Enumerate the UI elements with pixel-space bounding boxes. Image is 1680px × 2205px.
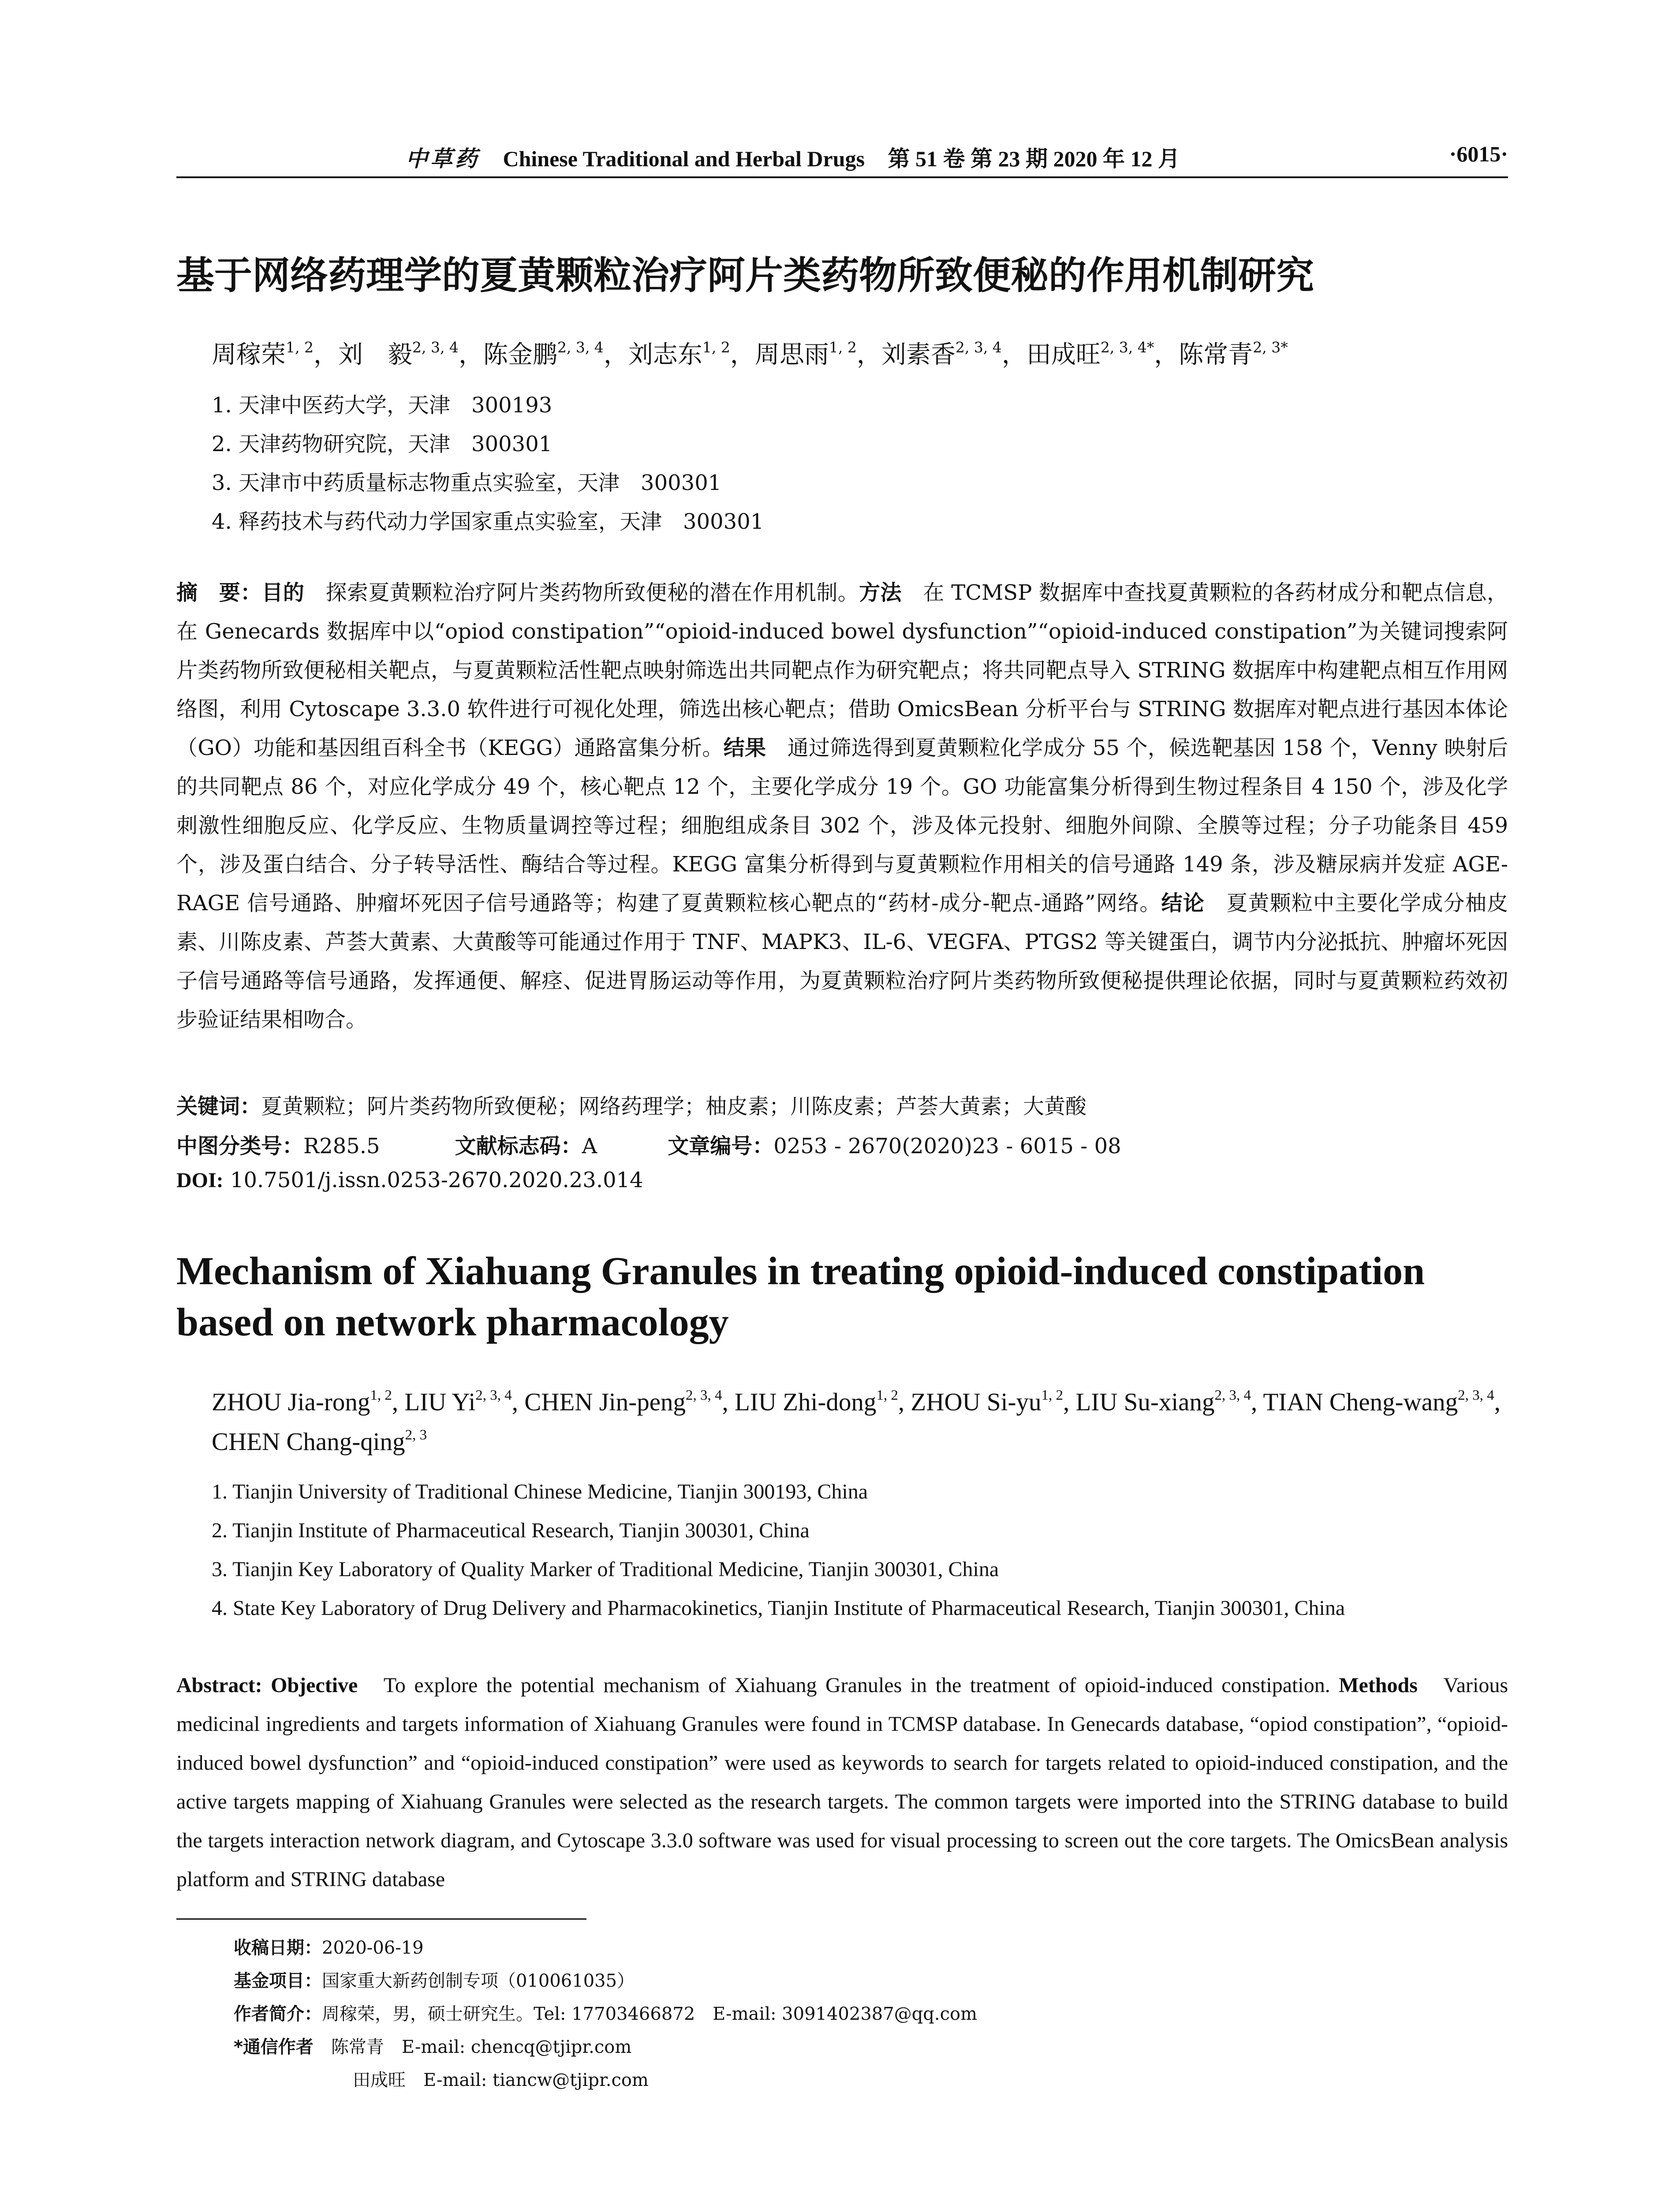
- bio-label: 作者简介：: [234, 2004, 322, 2024]
- methods-label-cn: 方法: [859, 580, 902, 605]
- author-affiliation-marker: 1, 2: [1041, 1387, 1063, 1403]
- author-name: ZHOU Si-yu: [911, 1388, 1042, 1416]
- footnote-bio: [234, 2000, 977, 2025]
- header-rule: [176, 176, 1508, 178]
- objective-text-cn: 探索夏黄颗粒治疗阿片类药物所致便秘的潜在作用机制。: [325, 580, 859, 605]
- methods-label-en: Methods: [1339, 1674, 1418, 1697]
- author-separator: ，: [603, 340, 628, 369]
- author-affiliation-marker: 1, 2: [702, 339, 730, 356]
- author-separator: ,: [1251, 1388, 1263, 1416]
- author-name: 陈金鹏: [483, 340, 557, 369]
- cn-author: [483, 340, 628, 369]
- author-affiliation-marker: 1, 2: [286, 339, 314, 356]
- en-author: [524, 1388, 735, 1416]
- author-separator: ,: [511, 1388, 525, 1416]
- running-header: [176, 141, 1508, 176]
- clc-label: 中图分类号：: [176, 1134, 304, 1159]
- author-name: 田成旺: [1026, 340, 1101, 369]
- author-name: CHEN Jin-peng: [524, 1388, 686, 1416]
- author-affiliation-marker: 2, 3, 4: [1214, 1387, 1251, 1403]
- en-author: [1263, 1388, 1500, 1416]
- doi-label: DOI:: [176, 1169, 224, 1192]
- doc-code-value: A: [582, 1134, 597, 1159]
- article-title-cn: 基于网络药理学的夏黄颗粒治疗阿片类药物所致便秘的作用机制研究: [176, 254, 1314, 298]
- header-journal-info: [406, 141, 1180, 173]
- author-separator: ，: [313, 340, 338, 369]
- author-separator: ，: [856, 340, 881, 369]
- results-text-cn: 通过筛选得到夏黄颗粒化学成分 55 个，候选靶基因 158 个，Venny 映射后的共同靶点 86 个，对应化学成分 49 个，核心靶点 12 个，主要化学成分 19 个。GO 功能富集分析得到生物过程条目 4 150 个，涉及化学刺激性细胞反应、化学反应、生物质量调控等过程；细胞组成条目 302 个，涉及体元投射、细胞外间隙、全膜等过程；分子功能条目 459 个，涉及蛋白结合、分子转导活性、酶结合等过程。KEGG 富集分析得到与夏黄颗粒作用相关的信号通路 149 条，涉及糖尿病并发症 AGE-RAGE 信号通路、肿瘤坏死因子信号通路等；构建了夏黄颗粒核心靶点的“药材-成分-靶点-通路”网络。: [176, 736, 1508, 916]
- affiliation-cn-1: 1. 天津中医药大学，天津 300193: [212, 393, 553, 418]
- footnote-rule: [176, 1918, 586, 1920]
- affiliation-cn-3: 3. 天津市中药质量标志物重点实验室，天津 300301: [212, 471, 722, 495]
- doi-line: [176, 1168, 643, 1192]
- author-name: 周思雨: [754, 340, 829, 369]
- author-separator: ，: [458, 340, 483, 369]
- en-author: [1075, 1388, 1263, 1416]
- author-affiliation-marker: 1, 2: [370, 1387, 392, 1403]
- fund-text: 国家重大新药创制专项（010061035）: [322, 1971, 635, 1991]
- objective-label-en: Objective: [271, 1674, 358, 1697]
- keywords-label: 关键词：: [176, 1094, 261, 1119]
- author-affiliation-marker: 2, 3: [405, 1427, 427, 1443]
- cn-author: [212, 340, 338, 369]
- en-author: [212, 1428, 427, 1456]
- received-date: 2020-06-19: [322, 1938, 424, 1958]
- footnote-correspondence-2: 田成旺 E-mail: tiancw@tjipr.com: [353, 2070, 649, 2090]
- author-separator: ,: [1494, 1388, 1501, 1416]
- author-name: ZHOU Jia-rong: [212, 1388, 370, 1416]
- footnote-fund: [234, 1967, 635, 1992]
- clc-value: R285.5: [303, 1134, 380, 1159]
- author-name: 刘 毅: [338, 340, 412, 369]
- author-name: TIAN Cheng-wang: [1263, 1388, 1458, 1416]
- author-name: 陈常青: [1179, 340, 1253, 369]
- affiliation-en-4: 4. State Key Laboratory of Drug Delivery and Pharmacokinetics, Tianjin Institute of Pharmaceutical Research, Tianjin 300301, China: [212, 1596, 1345, 1620]
- affiliation-en-1: 1. Tianjin University of Traditional Chinese Medicine, Tianjin 300193, China: [212, 1480, 868, 1503]
- en-author: [212, 1388, 404, 1416]
- cn-author: [881, 340, 1027, 369]
- correspondence-label: *通信作者: [234, 2037, 314, 2057]
- cn-author: [628, 340, 755, 369]
- keywords-cn: [176, 1089, 1086, 1120]
- author-affiliation-marker: 2, 3*: [1253, 339, 1288, 356]
- author-affiliation-marker: 1, 2: [876, 1387, 898, 1403]
- author-separator: ，: [1001, 340, 1027, 369]
- fund-label: 基金项目：: [234, 1971, 322, 1991]
- author-separator: ,: [392, 1388, 405, 1416]
- abstract-label-en: Abstract:: [176, 1674, 262, 1697]
- author-separator: ,: [898, 1388, 911, 1416]
- article-no-label: 文章编号：: [668, 1134, 774, 1159]
- en-author: [735, 1388, 911, 1416]
- abstract-label-cn: 摘 要：: [176, 580, 262, 605]
- received-label: 收稿日期：: [234, 1938, 322, 1958]
- affiliation-cn-2: 2. 天津药物研究院，天津 300301: [212, 432, 553, 456]
- author-list-en: [212, 1383, 1508, 1462]
- cn-author: [755, 340, 881, 369]
- author-affiliation-marker: 2, 3, 4: [475, 1387, 512, 1403]
- author-separator: ,: [722, 1388, 735, 1416]
- author-name: CHEN Chang-qing: [212, 1428, 405, 1456]
- affiliation-en-3: 3. Tianjin Key Laboratory of Quality Marker of Traditional Medicine, Tianjin 300301, China: [212, 1558, 999, 1581]
- results-label-cn: 结果: [723, 736, 766, 760]
- author-name: 刘志东: [628, 340, 702, 369]
- author-name: LIU Su-xiang: [1075, 1388, 1215, 1416]
- author-list-cn: [212, 335, 1288, 370]
- article-no-value: 0253 - 2670(2020)23 - 6015 - 08: [773, 1134, 1121, 1159]
- keywords-text: 夏黄颗粒；阿片类药物所致便秘；网络药理学；柚皮素；川陈皮素；芦荟大黄素；大黄酸: [261, 1094, 1087, 1119]
- doi-link[interactable]: 10.7501/j.issn.0253-2670.2020.23.014: [230, 1168, 643, 1192]
- en-author: [404, 1388, 524, 1416]
- objective-label-cn: 目的: [261, 580, 305, 605]
- author-name: 周稼荣: [212, 340, 286, 369]
- bio-text: 周稼荣，男，硕士研究生。Tel: 17703466872 E-mail: 3091402387@qq.com: [322, 2004, 978, 2024]
- journal-name-en: Chinese Traditional and Herbal Drugs: [503, 146, 865, 171]
- author-name: LIU Yi: [404, 1388, 476, 1416]
- author-affiliation-marker: 2, 3, 4: [557, 339, 604, 356]
- author-affiliation-marker: 2, 3, 4: [412, 339, 459, 356]
- en-author: [911, 1388, 1075, 1416]
- correspondence-author-1: 陈常青 E-mail: chencq@tjipr.com: [331, 2037, 632, 2057]
- footnote-received: [234, 1934, 424, 1959]
- author-affiliation-marker: 2, 3, 4: [686, 1387, 722, 1403]
- classification-line: [176, 1129, 1121, 1159]
- author-affiliation-marker: 2, 3, 4: [955, 339, 1002, 356]
- methods-text-cn: 在 TCMSP 数据库中查找夏黄颗粒的各药材成分和靶点信息，在 Genecards 数据库中以“opiod constipation”“opioid-induced bowel dysfunction”“opioid-induced constipation”为关键词搜索阿片类药物所致便秘相关靶点，与夏黄颗粒活性靶点映射筛选出共同靶点作为研究靶点；将共同靶点导入 STRING 数据库中构建靶点相互作用网络图，利用 Cytoscape 3.3.0 软件进行可视化处理，筛选出核心靶点；借助 OmicsBean 分析平台与 STRING 数据库对靶点进行基因本体论（GO）功能和基因组百科全书（KEGG）通路富集分析。: [176, 580, 1508, 760]
- issue-info: 第 51 卷 第 23 期 2020 年 12 月: [888, 146, 1180, 171]
- author-name: 刘素香: [881, 340, 956, 369]
- cn-author: [1179, 340, 1288, 369]
- author-affiliation-marker: 1, 2: [829, 339, 857, 356]
- author-name: LIU Zhi-dong: [735, 1388, 877, 1416]
- abstract-cn: [176, 573, 1508, 1039]
- page-number: ·6015·: [1449, 142, 1508, 166]
- article-title-en: Mechanism of Xiahuang Granules in treating opioid-induced constipation based on network pharmacology: [176, 1249, 1425, 1344]
- author-separator: ,: [1063, 1388, 1076, 1416]
- objective-text-en: To explore the potential mechanism of Xiahuang Granules in the treatment of opioid-induced constipation.: [383, 1674, 1330, 1697]
- journal-name-cn: 中草药: [406, 146, 480, 171]
- author-separator: ，: [1154, 340, 1179, 369]
- author-affiliation-marker: 2, 3, 4: [1458, 1387, 1494, 1403]
- conclusion-text-cn: 夏黄颗粒中主要化学成分柚皮素、川陈皮素、芦荟大黄素、大黄酸等可能通过作用于 TNF、MAPK3、IL-6、VEGFA、PTGS2 等关键蛋白，调节内分泌抵抗、肿瘤坏死因子信号通路等信号通路，发挥通便、解痉、促进胃肠运动等作用，为夏黄颗粒治疗阿片类药物所致便秘提供理论依据，同时与夏黄颗粒药效初步验证结果相吻合。: [176, 891, 1508, 1032]
- author-affiliation-marker: 2, 3, 4*: [1100, 339, 1154, 356]
- methods-text-en: Various medicinal ingredients and targets information of Xiahuang Granules were found in TCMSP database. In Genecards database, “opiod constipation”, “opioid-induced bowel dysfunction” and “opioid-induced constipation” were used as keywords to search for targets related to opioid-induced constipation, and the active targets mapping of Xiahuang Granules were selected as the research targets. The common targets were imported into the STRING database to build the targets interaction network diagram, and Cytoscape 3.3.0 software was used for visual processing to screen out the core targets. The OmicsBean analysis platform and STRING database: [176, 1674, 1508, 1891]
- affiliation-cn-4: 4. 释药技术与药代动力学国家重点实验室，天津 300301: [212, 509, 764, 534]
- conclusion-label-cn: 结论: [1161, 891, 1205, 916]
- author-separator: ，: [730, 340, 755, 369]
- cn-author: [338, 340, 483, 369]
- affiliation-en-2: 2. Tianjin Institute of Pharmaceutical Research, Tianjin 300301, China: [212, 1519, 810, 1542]
- cn-author: [1027, 340, 1179, 369]
- footnote-correspondence: [234, 2033, 631, 2058]
- abstract-en: [176, 1666, 1508, 1899]
- doc-code-label: 文献标志码：: [455, 1134, 582, 1159]
